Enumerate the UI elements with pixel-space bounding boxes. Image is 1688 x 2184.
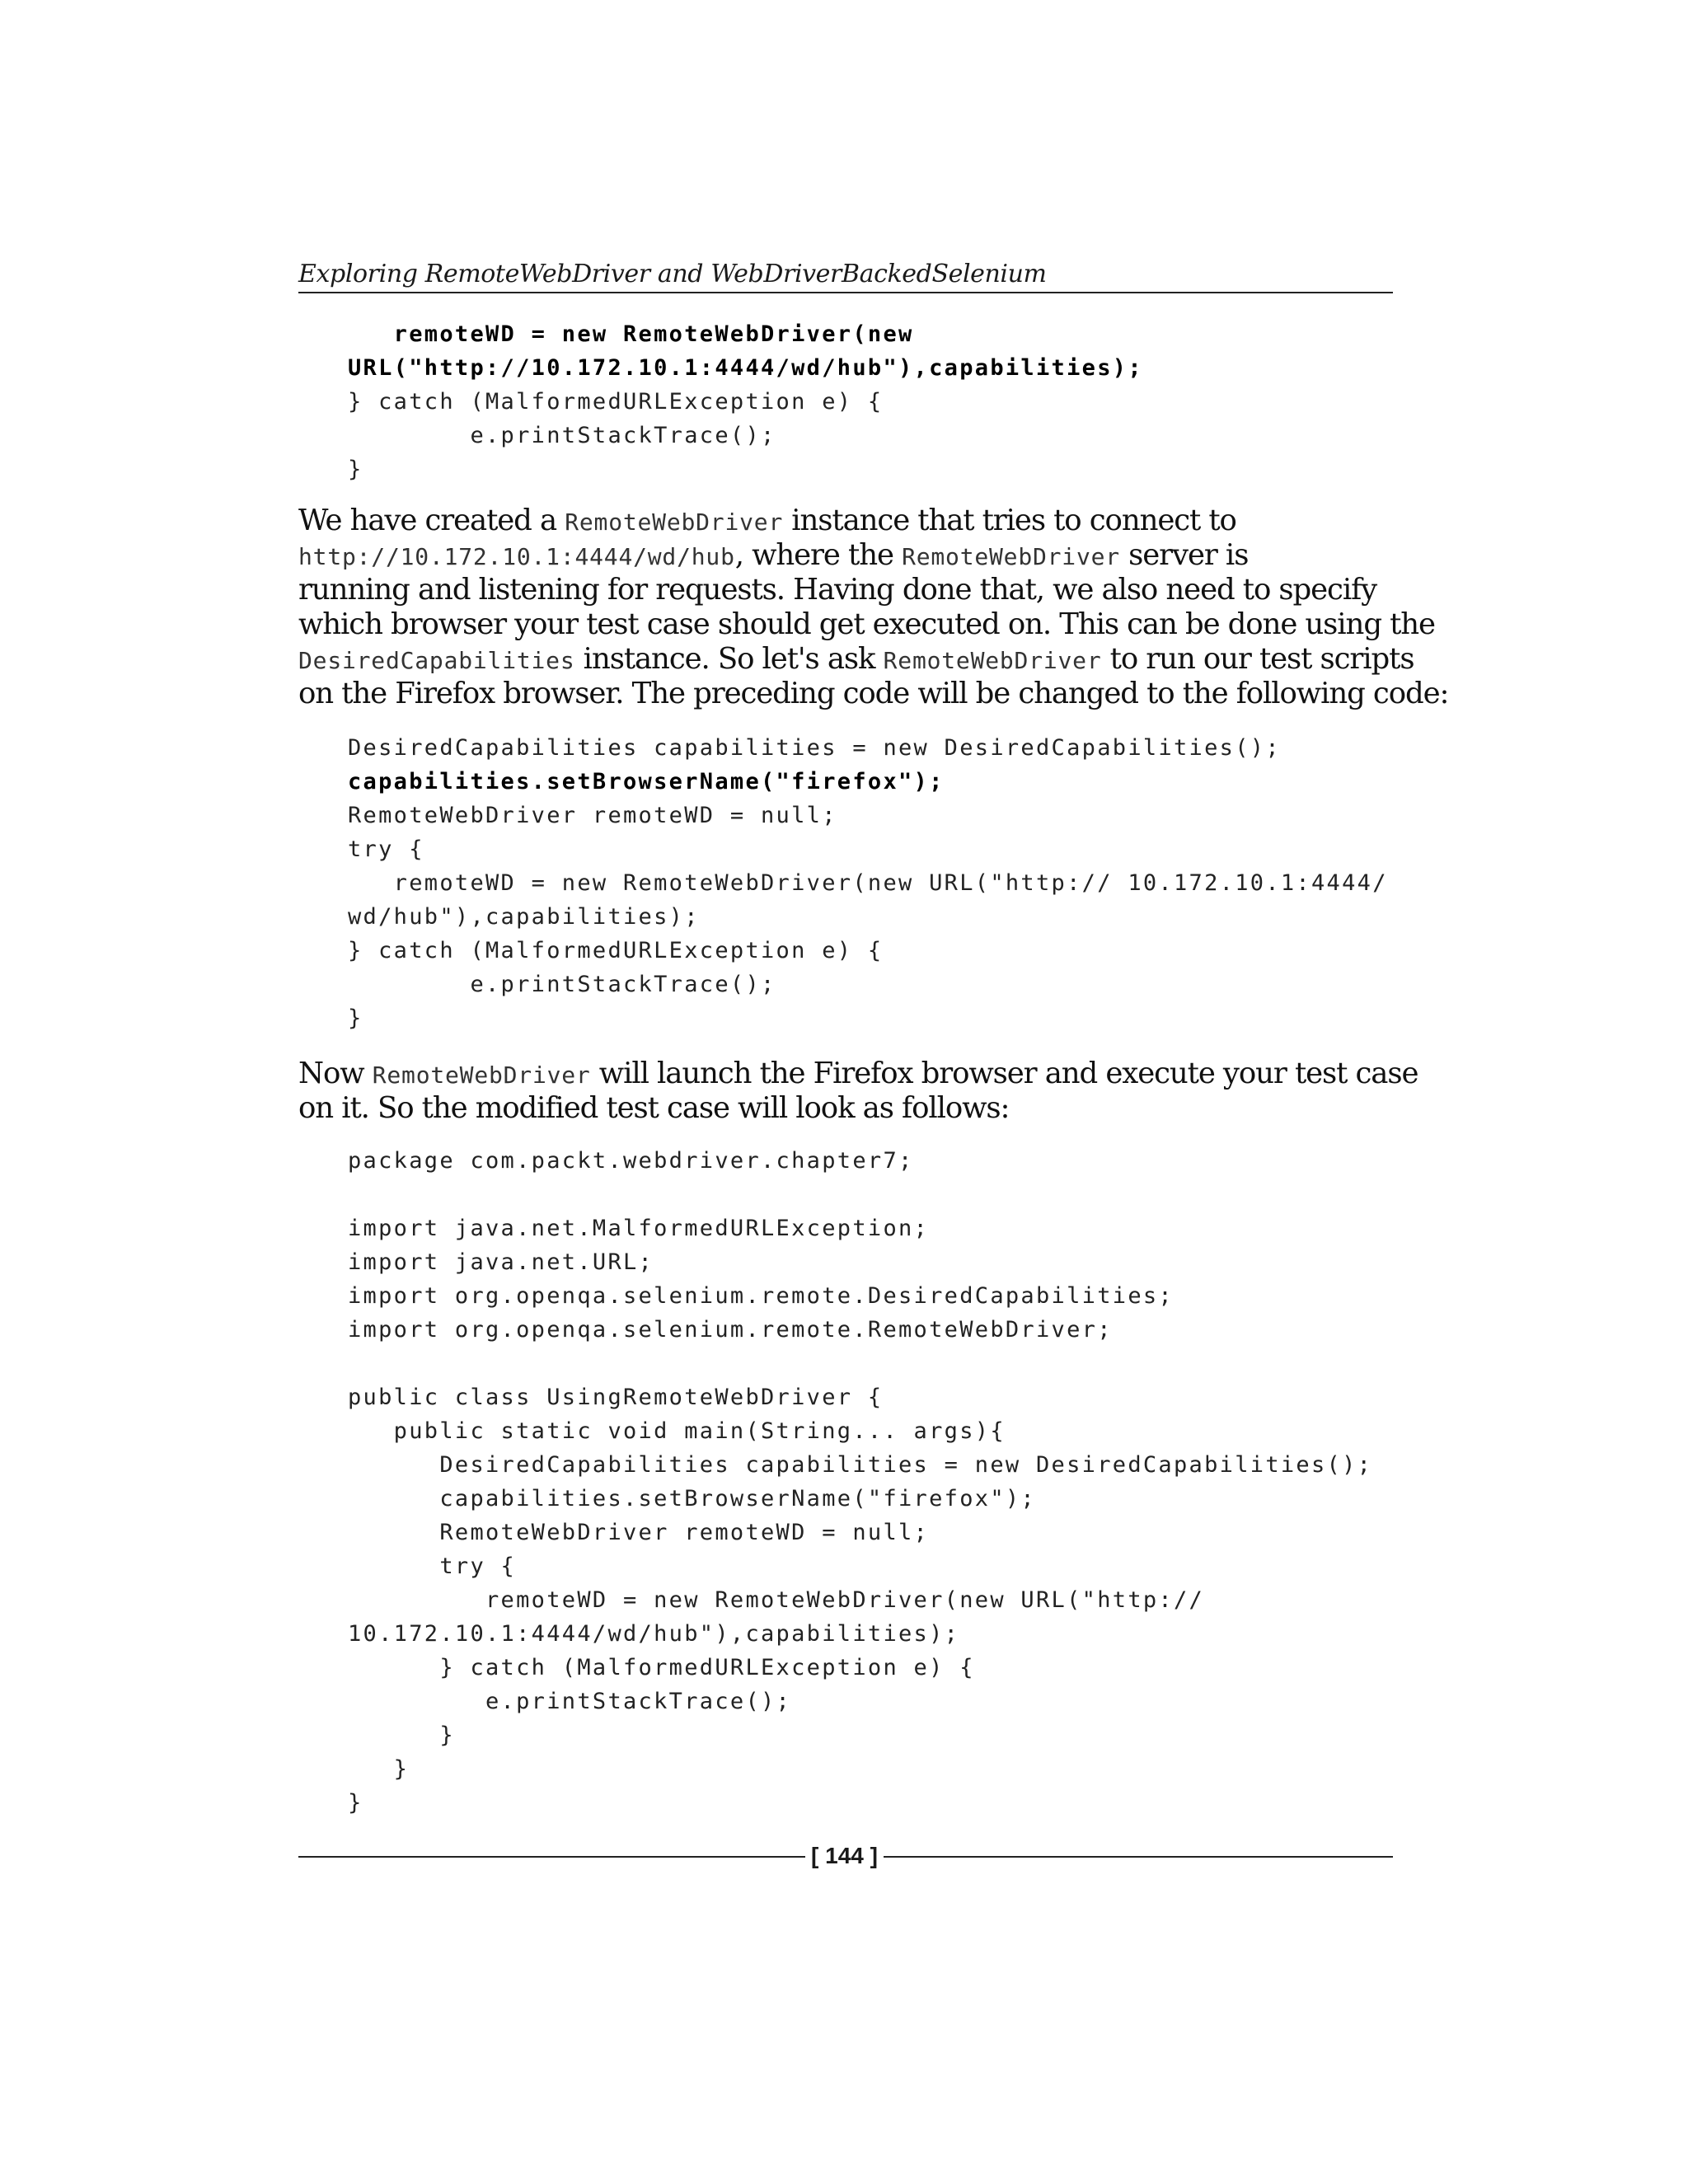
code-line: remoteWD = new RemoteWebDriver(new URL("http:// 10.172.10.1:4444/ (348, 870, 1388, 896)
code-line: } (348, 457, 363, 482)
code-line: } (348, 1756, 410, 1782)
text-line (298, 677, 1449, 711)
inline-code: RemoteWebDriver (883, 647, 1102, 674)
inline-code: RemoteWebDriver (565, 509, 784, 536)
code-line (348, 1347, 1372, 1380)
text-line (298, 538, 1403, 573)
text-run: Now (298, 1057, 373, 1090)
text-run: instance that tries to connect to (783, 504, 1236, 537)
code-line: } (348, 1790, 363, 1816)
code-line: wd/hub"),capabilities); (348, 904, 700, 930)
code-line: RemoteWebDriver remoteWD = null; (348, 803, 837, 828)
text-line (298, 504, 1403, 538)
code-line: DesiredCapabilities capabilities = new DesiredCapabilities(); (348, 1452, 1373, 1478)
header-rule (298, 292, 1393, 293)
code-line: import org.openqa.selenium.remote.DesiredCapabilities; (348, 1283, 1174, 1309)
code-line: URL("http://10.172.10.1:4444/wd/hub"),capabilities); (348, 355, 1143, 381)
code-line: remoteWD = new RemoteWebDriver(new URL("http:// (348, 1587, 1205, 1613)
footer-rule-right (884, 1856, 1393, 1858)
code-block-using-remote-webdriver-class (348, 1144, 1372, 1820)
footer-rule-left (298, 1856, 805, 1858)
inline-code: http://10.172.10.1:4444/wd/hub (298, 543, 735, 570)
code-line: import java.net.URL; (348, 1249, 654, 1275)
code-line: import java.net.MalformedURLException; (348, 1216, 930, 1241)
code-line: DesiredCapabilities capabilities = new DesiredCapabilities(); (348, 735, 1281, 761)
code-line: } catch (MalformedURLException e) { (348, 938, 884, 963)
text-line (298, 607, 1435, 642)
text-line (298, 1091, 1403, 1126)
code-line: } catch (MalformedURLException e) { (348, 389, 884, 415)
text-run: server is (1119, 538, 1249, 572)
code-line: try { (348, 1554, 517, 1579)
code-line: } catch (MalformedURLException e) { (348, 1655, 975, 1680)
code-line: e.printStackTrace(); (348, 972, 776, 997)
text-run: We have created a (298, 504, 565, 537)
code-line: 10.172.10.1:4444/wd/hub"),capabilities); (348, 1621, 960, 1647)
code-line: capabilities.setBrowserName("firefox"); (348, 769, 945, 794)
text-run: running and listening for requests. Having done that, we also need to specify (298, 573, 1377, 607)
code-line: } (348, 1722, 455, 1748)
page-number: [ 144 ] (811, 1843, 878, 1868)
inline-code: RemoteWebDriver (372, 1062, 591, 1089)
code-line: } (348, 1005, 363, 1031)
code-line: RemoteWebDriver remoteWD = null; (348, 1520, 930, 1545)
text-line (298, 642, 1414, 677)
text-line (298, 1057, 1418, 1091)
code-line: package com.packt.webdriver.chapter7; (348, 1148, 914, 1174)
code-block-remote-webdriver-init (348, 317, 1143, 486)
code-line: try { (348, 837, 424, 862)
text-run: will launch the Firefox browser and execute your test case (590, 1057, 1418, 1090)
code-line (348, 1178, 1372, 1212)
code-line: remoteWD = new RemoteWebDriver(new (348, 321, 914, 347)
text-run: , where the (734, 538, 903, 572)
text-run: on it. So the modified test case will look as follows: (298, 1091, 1010, 1125)
code-line: e.printStackTrace(); (348, 1689, 792, 1714)
text-line (298, 573, 1403, 607)
text-run: instance. So let's ask (574, 642, 884, 676)
text-run: which browser your test case should get executed on. This can be done using the (298, 607, 1435, 641)
text-run: to run our test scripts (1101, 642, 1414, 676)
code-line: e.printStackTrace(); (348, 423, 776, 448)
paragraph-modified-test-case (298, 1057, 1418, 1126)
paragraph-remote-webdriver-explanation (298, 504, 1449, 711)
page-footer (298, 1840, 1393, 1872)
code-line: import org.openqa.selenium.remote.RemoteWebDriver; (348, 1317, 1113, 1343)
code-line: capabilities.setBrowserName("firefox"); (348, 1486, 1036, 1511)
text-run: on the Firefox browser. The preceding code will be changed to the following code: (298, 677, 1449, 710)
running-header: Exploring RemoteWebDriver and WebDriverBackedSelenium (298, 260, 1047, 288)
inline-code: DesiredCapabilities (298, 647, 575, 674)
code-block-desired-capabilities (348, 731, 1388, 1035)
code-line: public static void main(String... args){ (348, 1418, 1006, 1444)
inline-code: RemoteWebDriver (902, 543, 1120, 570)
code-line: public class UsingRemoteWebDriver { (348, 1385, 884, 1410)
